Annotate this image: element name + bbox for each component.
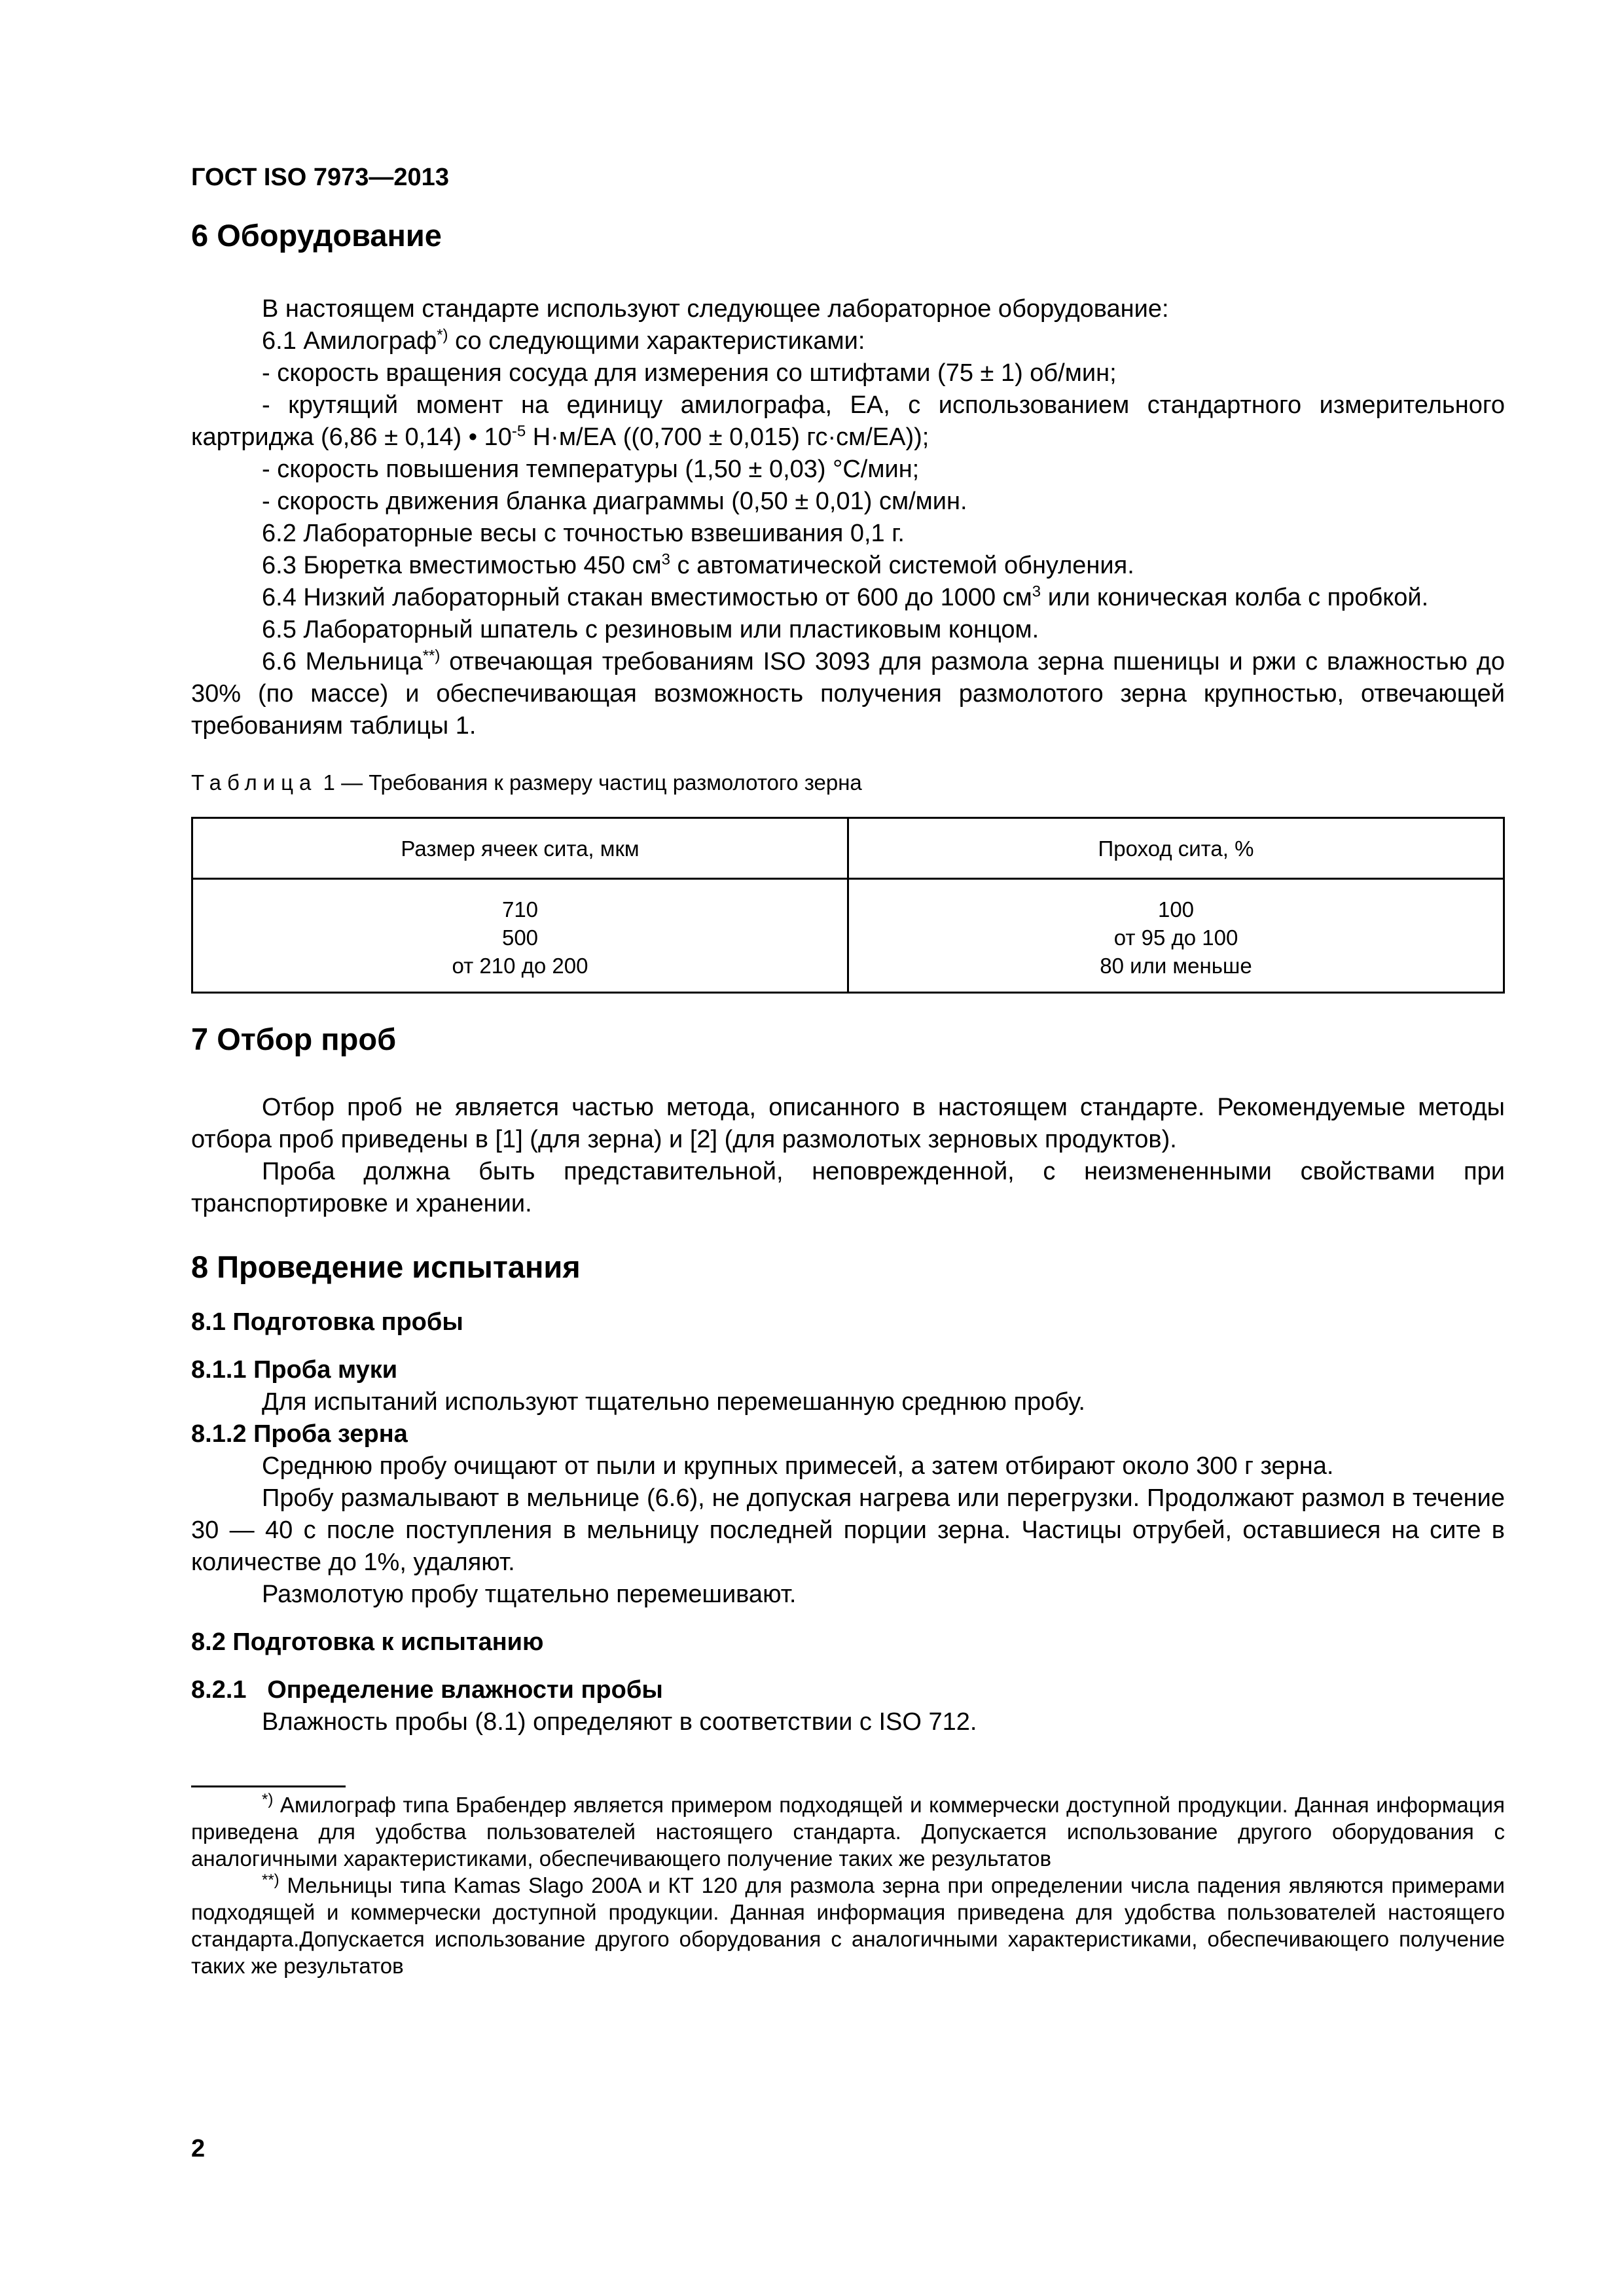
section-7-para-1: Отбор проб не является частью метода, описанного в настоящем стандарте. Рекомендуемые методы отбора проб приведены в [1] (для зерна) и [2] (для размолотых зерновых продуктов). [191,1094,1505,1153]
item-6-1-dash-3: - скорость повышения температуры (1,50 ± 0,03) °С/мин; [262,456,920,483]
subsection-8-1-title: 8.1 Подготовка пробы [191,1308,463,1336]
item-6-5: 6.5 Лабораторный шпатель с резиновым или пластиковым концом. [262,616,1039,643]
subsection-8-1-1-title: 8.1.1 Проба муки [191,1356,398,1384]
table-cell-pass: 100 от 95 до 100 80 или меньше [848,879,1504,993]
subsection-8-2-title: 8.2 Подготовка к испытанию [191,1628,544,1656]
subsection-8-1-2-text-2: Пробу размалывают в мельнице (6.6), не допуская нагрева или перегрузки. Продолжают размол в течение 30 — 40 с после поступления в мельницу последней порции зерна. Частицы отрубей, оставшиеся на сите в количестве до 1%, удаляют. [191,1484,1505,1576]
item-6-3: 6.3 Бюретка вместимостью 450 $см^3$ с автоматической системой обнуления. [262,550,1134,579]
subsection-8-2-1-text: Влажность пробы (8.1) определяют в соответствии с ISO 712. [262,1708,977,1736]
item-6-1: 6.1 Амилограф*) со следующими характеристиками: [262,326,865,355]
section-7-title: 7 Отбор проб [191,1022,397,1056]
footnotes [191,1791,1505,1979]
table-header-mesh: Размер ячеек сита, мкм [192,818,848,879]
subsection-8-1-2-title: 8.1.2 Проба зерна [191,1420,408,1448]
item-6-2: 6.2 Лабораторные весы с точностью взвешивания 0,1 г. [262,520,905,547]
table-caption: Таблица 1 — Требования к размеру частиц размолотого зерна [191,770,862,795]
table-cell-mesh: 710 500 от 210 до 200 [192,879,848,993]
table-header-row [192,818,1504,879]
item-6-6: 6.6 Мельница**) отвечающая требованиям ISO 3093 для размола зерна пшеницы и ржи с влажностью до 30% (по массе) и обеспечивающая возможность получения размолотого зерна крупностью, отвечающей требованиям таблицы 1. [191,647,1505,740]
page-content [191,216,1505,1979]
subsection-8-1-2-text-1: Среднюю пробу очищают от пыли и крупных примесей, а затем отбирают около 300 г зерна. [262,1452,1334,1480]
item-6-1-dash-2: - крутящий момент на единицу амилографа, ЕА, с использованием стандартного измерительного картриджа (6,86 ± 0,14) • $10^{-5}$ Н·м/ЕА ((0,700 ± 0,015) гс·см/ЕА)); [191,391,1505,451]
section-6-title: 6 Оборудование [191,218,442,253]
table-row [192,879,1504,993]
subsection-8-1-2-text-3: Размолотую пробу тщательно перемешивают. [262,1581,797,1608]
page-number: 2 [191,2135,206,2162]
running-header: ГОСТ ISO 7973—2013 [191,164,449,191]
item-6-1-dash-4: - скорость движения бланка диаграммы (0,50 ± 0,01) см/мин. [262,488,967,515]
sieve-table [191,817,1505,994]
item-6-4: 6.4 Низкий лабораторный стакан вместимостью от 600 до 1000 $см^3$ или коническая колба с пробкой. [262,583,1429,611]
subsection-8-2-1-title: 8.2.1 Определение влажности пробы [191,1676,663,1704]
section-7-para-2: Проба должна быть представительной, неповрежденной, с неизмененными свойствами при транспортировке и хранении. [191,1158,1505,1217]
footnote-2: **) Мельницы типа Kamas Slago 200A и КТ 120 для размола зерна при определении числа падения являются примерами подходящей и коммерчески доступной продукции. Данная информация приведена для удобства пользователей настоящего стандарта.Допускается использование другого оборудования с аналогичными характеристиками, обеспечивающего получение таких же результатов [191,1871,1505,1978]
section-8-title: 8 Проведение испытания [191,1249,581,1284]
table-header-pass: Проход сита, % [848,818,1504,879]
footnote-1: *) Амилограф типа Брабендер является примером подходящей и коммерчески доступной продукции. Данная информация приведена для удобства пользователей настоящего стандарта. Допускается использование другого оборудования с аналогичными характеристиками, обеспечивающего получение таких же результатов [191,1791,1505,1871]
footnote-separator [191,1785,346,1787]
subsection-8-1-1-text: Для испытаний используют тщательно перемешанную среднюю пробу. [262,1388,1085,1416]
section-6-intro: В настоящем стандарте используют следующее лабораторное оборудование: [262,295,1169,323]
item-6-1-dash-1: - скорость вращения сосуда для измерения со штифтами (75 ± 1) об/мин; [262,359,1117,387]
